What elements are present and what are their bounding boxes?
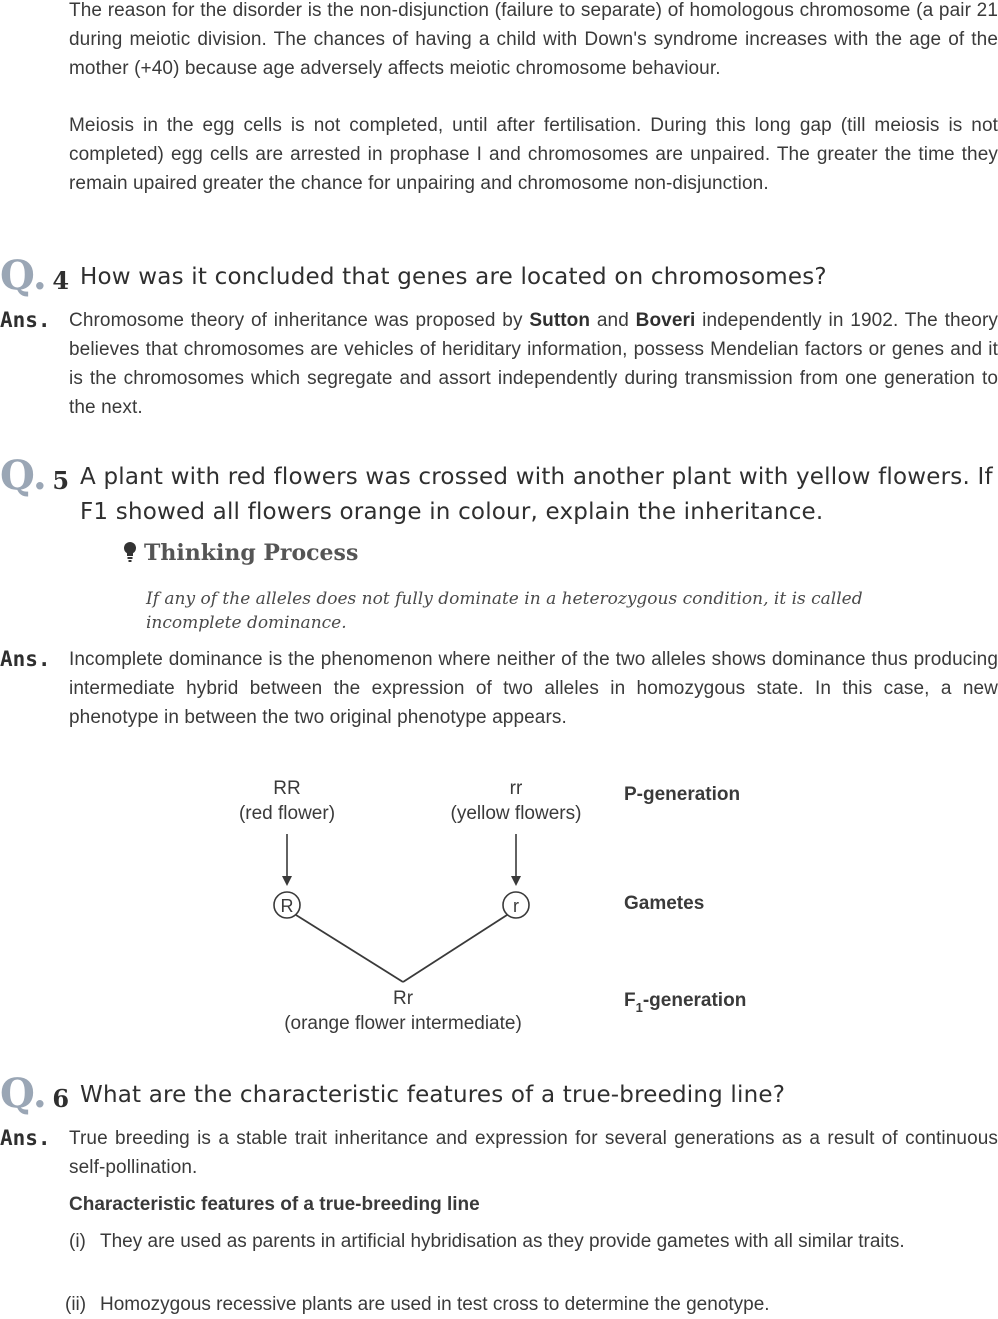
- intro-paragraph-1: The reason for the disorder is the non-disjunction (failure to separate) of homologous chromosome (a pair 21 during meiotic division. The chances of having a child with Down's syndrome increases with the age of the mother (+40) because age adversely affects meiotic chromosome behaviour.: [69, 0, 998, 79]
- lightbulb-icon: [122, 541, 138, 563]
- gamete2-label: r: [513, 896, 519, 916]
- answer-4-part: independently in 1902. The theory believes that chromosomes are vehicles of heriditary information, possess Mendelian factors or genes and it is the chromosomes which segregate and assort independently during transmission from one generation to the next.: [69, 310, 998, 418]
- feature-number: (ii): [65, 1294, 87, 1315]
- p-generation-label: P-generation: [624, 784, 741, 805]
- intro-paragraph-2: Meiosis in the egg cells is not completed, until after fertilisation. During this long gap (till meiosis is not completed) egg cells are arrested in prophase I and chromosomes are unpaired. The greater the time they remain upaired greater the chance for unpairing and chromosome non-disjunction.: [69, 115, 998, 194]
- answer-4-text: [69, 306, 998, 422]
- question-6-label: [0, 1070, 69, 1117]
- parent2-genotype: rr: [509, 778, 523, 799]
- question-number: 4: [52, 266, 70, 295]
- question-number: 6: [52, 1084, 70, 1113]
- f1-letter: F: [624, 990, 636, 1011]
- sutton-name: Sutton: [529, 310, 591, 331]
- answer-5-label: Ans.: [0, 647, 51, 671]
- parent1-phenotype: (red flower): [238, 803, 336, 824]
- thinking-process-text: If any of the alleles does not fully dominate in a heterozygous condition, it is called incomplete dominance.: [146, 589, 863, 633]
- question-5-text: A plant with red flowers was crossed with another plant with yellow flowers. If F1 showed all flowers orange in colour, explain the inheritance.: [80, 464, 993, 525]
- parent2-arrowhead: [511, 876, 521, 886]
- answer-4-part: Chromosome theory of inheritance was proposed by: [69, 310, 530, 331]
- feature-text: Homozygous recessive plants are used in test cross to determine the genotype.: [100, 1294, 770, 1315]
- f1-subscript: 1: [635, 1000, 643, 1015]
- features-heading: Characteristic features of a true-breeding line: [69, 1194, 480, 1215]
- gametes-label: Gametes: [624, 893, 705, 914]
- feature-text: They are used as parents in artificial hybridisation as they provide gametes with all similar traits.: [100, 1231, 905, 1252]
- question-6-text: What are the characteristic features of a true-breeding line?: [80, 1082, 786, 1108]
- offspring-phenotype: (orange flower intermediate): [284, 1013, 522, 1034]
- q-letter: Q.: [0, 1070, 47, 1117]
- answer-6-text: True breeding is a stable trait inheritance and expression for several generations as a result of continuous self-pollination.: [69, 1128, 998, 1178]
- parent1-arrowhead: [282, 876, 292, 886]
- gamete1-label: R: [280, 896, 294, 916]
- answer-4-part: and: [590, 310, 636, 331]
- cross-line-right: [403, 915, 507, 982]
- question-number: 5: [52, 466, 70, 495]
- offspring-genotype: Rr: [392, 988, 414, 1009]
- parent1-genotype: RR: [273, 778, 301, 799]
- f1-rest: -generation: [642, 990, 747, 1011]
- thinking-process-heading: [122, 540, 358, 566]
- parent2-phenotype: (yellow flowers): [450, 803, 582, 824]
- cross-diagram: [0, 770, 998, 1060]
- question-4-text: How was it concluded that genes are located on chromosomes?: [80, 264, 827, 290]
- q-letter: Q.: [0, 452, 47, 499]
- answer-5-text: Incomplete dominance is the phenomenon where neither of the two alleles shows dominance thus producing intermediate hybrid between the expression of two alleles in homozygous state. In this case, a new phenotype in between the two original phenotype appears.: [69, 649, 998, 728]
- feature-item: [69, 1227, 998, 1256]
- thinking-process-title: Thinking Process: [144, 540, 359, 566]
- feature-number: (i): [69, 1231, 86, 1252]
- f1-generation-label: [624, 990, 746, 1015]
- q-letter: Q.: [0, 252, 47, 299]
- cross-line-left: [296, 915, 403, 982]
- question-5-label: [0, 452, 69, 499]
- answer-6-label: Ans.: [0, 1126, 51, 1150]
- boveri-name: Boveri: [635, 310, 696, 331]
- feature-item: [65, 1290, 998, 1319]
- question-4-label: [0, 252, 69, 299]
- answer-4-label: Ans.: [0, 308, 51, 332]
